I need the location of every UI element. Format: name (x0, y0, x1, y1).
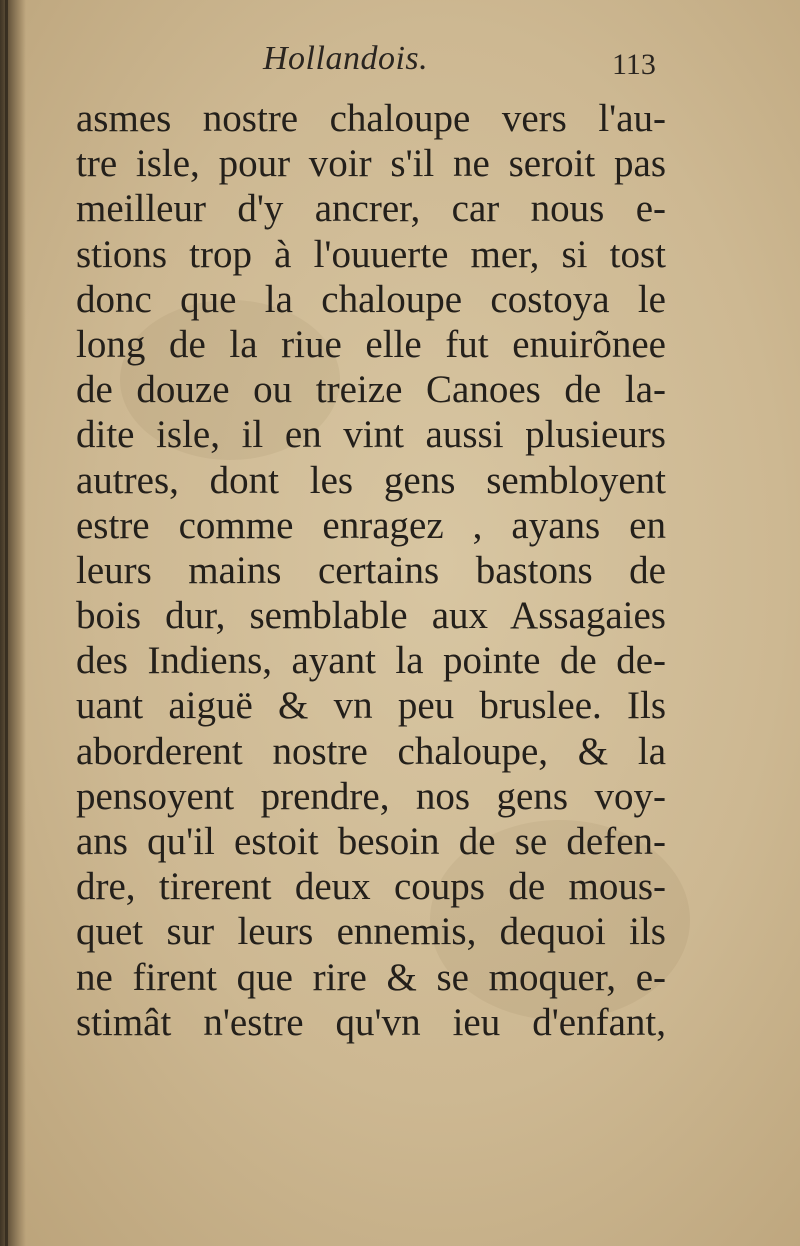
text-line: des Indiens, ayant la pointe de de- (76, 639, 666, 683)
body-text (76, 96, 666, 1045)
binding-edge (5, 0, 8, 1246)
text-line: leurs mains certains bastons de (76, 548, 666, 592)
running-head: Hollandois. (263, 40, 429, 77)
page-number: 113 (612, 48, 656, 81)
text-line: quet sur leurs ennemis, dequoi ils (76, 910, 666, 954)
text-line: meilleur d'y ancrer, car nous e- (76, 187, 666, 231)
text-line: tre isle, pour voir s'il ne seroit pas (76, 142, 666, 186)
text-line: ans qu'il estoit besoin de se defen- (76, 820, 666, 863)
text-line: stimât n'estre qu'vn ieu d'enfant, (76, 1000, 666, 1044)
text-line: dre, tirerent deux coups de mous- (76, 865, 666, 909)
text-line: uant aiguë & vn peu bruslee. Ils (76, 684, 666, 728)
text-line: donc que la chaloupe costoya le (76, 277, 666, 321)
page-binding-shadow (0, 0, 26, 1246)
text-line: estre comme enragez , ayans en (76, 503, 666, 547)
text-line: long de la riue elle fut enuirõnee (76, 322, 666, 366)
text-line: de douze ou treize Canoes de la- (76, 368, 666, 412)
text-line: pensoyent prendre, nos gens voy- (76, 774, 666, 818)
text-line: stions trop à l'ouuerte mer, si tost (76, 232, 666, 276)
text-line: ne firent que rire & se moquer, e- (76, 955, 666, 999)
text-line: dite isle, il en vint aussi plusieurs (76, 413, 666, 457)
text-line: autres, dont les gens sembloyent (76, 458, 666, 502)
text-line: asmes nostre chaloupe vers l'au- (76, 97, 666, 140)
text-line: aborderent nostre chaloupe, & la (76, 729, 666, 773)
text-line: bois dur, semblable aux Assagaies (76, 594, 666, 638)
